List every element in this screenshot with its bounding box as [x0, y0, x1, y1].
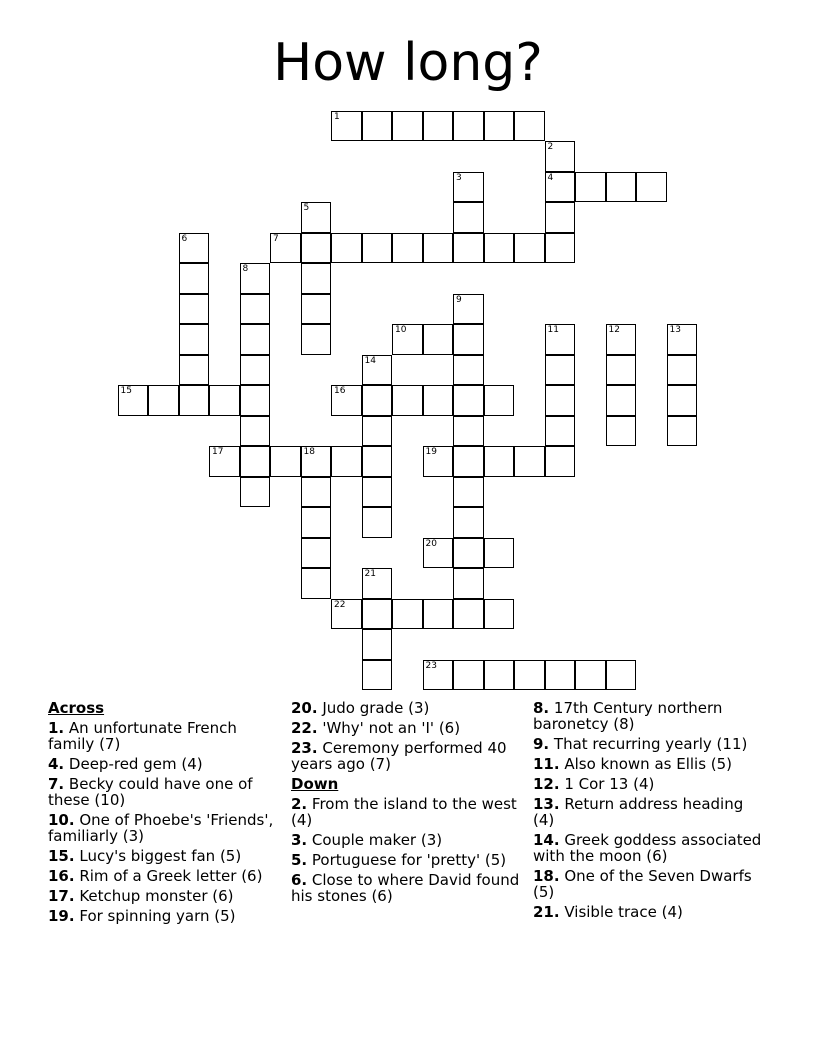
grid-cell[interactable]	[545, 416, 576, 447]
grid-cell[interactable]	[545, 202, 576, 233]
grid-cell[interactable]	[362, 416, 393, 447]
grid-cell[interactable]	[362, 507, 393, 538]
grid-cell[interactable]	[301, 538, 332, 569]
grid-cell[interactable]	[240, 385, 271, 416]
clue-text: For spinning yarn (5)	[74, 907, 236, 925]
grid-cell[interactable]	[453, 568, 484, 599]
clue-number: 1	[334, 111, 340, 122]
grid-cell[interactable]	[301, 263, 332, 294]
clue-number-label: 23.	[291, 739, 318, 757]
grid-cell[interactable]	[362, 660, 393, 691]
clue-number: 14	[364, 355, 376, 366]
grid-cell[interactable]	[453, 355, 484, 386]
clue-number-label: 8.	[533, 699, 550, 717]
grid-cell[interactable]	[575, 172, 606, 203]
grid-cell[interactable]	[179, 355, 210, 386]
down-clue	[291, 832, 526, 848]
clue-number-label: 16.	[48, 867, 75, 885]
clue-number: 17	[212, 447, 224, 457]
across-clue	[48, 848, 283, 864]
clue-number-label: 4.	[48, 755, 65, 773]
grid-cell[interactable]	[392, 324, 423, 355]
grid-cell[interactable]	[362, 599, 393, 630]
grid-cell[interactable]	[423, 324, 454, 355]
grid-cell[interactable]	[606, 385, 637, 416]
across-heading: Across	[48, 699, 105, 717]
clue-number: 22	[334, 599, 346, 610]
across-clue	[48, 908, 283, 924]
grid-cell[interactable]	[484, 111, 515, 142]
clue-number: 20	[425, 538, 437, 549]
clue-column-1	[48, 700, 283, 928]
grid-cell[interactable]	[392, 233, 423, 264]
grid-cell[interactable]	[423, 111, 454, 142]
grid-cell[interactable]	[606, 355, 637, 386]
grid-cell[interactable]	[545, 172, 576, 203]
grid-cell[interactable]	[179, 233, 210, 264]
grid-cell[interactable]	[545, 141, 576, 172]
clue-number-label: 13.	[533, 795, 560, 813]
grid-cell[interactable]	[301, 568, 332, 599]
across-clue	[291, 720, 526, 736]
grid-cell[interactable]	[453, 660, 484, 691]
clue-text: Deep-red gem (4)	[64, 755, 203, 773]
clue-column-3	[533, 700, 768, 924]
grid-cell[interactable]	[240, 263, 271, 294]
grid-cell[interactable]	[240, 477, 271, 508]
clue-text: Judo grade (3)	[317, 699, 430, 717]
grid-cell[interactable]	[362, 385, 393, 416]
grid-cell[interactable]	[331, 385, 362, 416]
grid-cell[interactable]	[362, 111, 393, 142]
grid-cell[interactable]	[240, 355, 271, 386]
grid-cell[interactable]	[331, 599, 362, 630]
clue-text: Ketchup monster (6)	[74, 887, 234, 905]
grid-cell[interactable]	[362, 568, 393, 599]
grid-cell[interactable]	[148, 385, 179, 416]
grid-cell[interactable]	[392, 385, 423, 416]
grid-cell[interactable]	[453, 233, 484, 264]
clue-text: 1 Cor 13 (4)	[559, 775, 655, 793]
grid-cell[interactable]	[606, 172, 637, 203]
grid-cell[interactable]	[453, 111, 484, 142]
grid-cell[interactable]	[514, 111, 545, 142]
clue-text: From the island to the west (4)	[291, 795, 517, 829]
grid-cell[interactable]	[484, 660, 515, 691]
grid-cell[interactable]	[453, 172, 484, 203]
grid-cell[interactable]	[606, 660, 637, 691]
clue-text: Greek goddess associated with the moon (6)	[533, 831, 762, 865]
grid-cell[interactable]	[362, 355, 393, 386]
clue-number-label: 7.	[48, 775, 65, 793]
grid-cell[interactable]	[301, 477, 332, 508]
down-clue	[533, 832, 768, 864]
grid-cell[interactable]	[545, 446, 576, 477]
clue-number: 9	[456, 294, 462, 305]
clue-number: 16	[334, 386, 346, 396]
grid-cell[interactable]	[362, 233, 393, 264]
grid-cell[interactable]	[453, 416, 484, 447]
grid-cell[interactable]	[453, 538, 484, 569]
grid-cell[interactable]	[331, 233, 362, 264]
clue-number: 21	[364, 569, 376, 579]
grid-cell[interactable]	[453, 446, 484, 477]
clue-number: 12	[608, 325, 620, 335]
grid-cell[interactable]	[667, 385, 698, 416]
clue-number-label: 12.	[533, 775, 560, 793]
grid-cell[interactable]	[209, 385, 240, 416]
grid-cell[interactable]	[514, 660, 545, 691]
grid-cell[interactable]	[392, 111, 423, 142]
grid-cell[interactable]	[209, 446, 240, 477]
clue-number-label: 19.	[48, 907, 75, 925]
grid-cell[interactable]	[545, 233, 576, 264]
clue-text: One of the Seven Dwarfs (5)	[533, 867, 752, 901]
clue-number: 19	[425, 447, 437, 457]
clue-text: Couple maker (3)	[307, 831, 443, 849]
grid-cell[interactable]	[453, 294, 484, 325]
grid-cell[interactable]	[301, 233, 332, 264]
clue-number: 8	[242, 264, 249, 274]
grid-cell[interactable]	[484, 538, 515, 569]
grid-cell[interactable]	[270, 233, 301, 264]
clue-number-label: 17.	[48, 887, 75, 905]
down-clue	[533, 776, 768, 792]
clue-text: Visible trace (4)	[559, 903, 683, 921]
grid-cell[interactable]	[331, 111, 362, 142]
across-clue	[48, 720, 283, 752]
clue-number-label: 14.	[533, 831, 560, 849]
clue-number-label: 18.	[533, 867, 560, 885]
clue-number: 3	[456, 172, 462, 183]
clue-number: 6	[181, 233, 188, 244]
grid-cell[interactable]	[179, 294, 210, 325]
grid-cell[interactable]	[240, 446, 271, 477]
clue-text: Becky could have one of these (10)	[48, 775, 253, 809]
grid-cell[interactable]	[575, 660, 606, 691]
across-clue	[48, 868, 283, 884]
down-clue	[533, 736, 768, 752]
grid-cell[interactable]	[118, 385, 149, 416]
down-heading: Down	[291, 775, 339, 793]
clue-text: Ceremony performed 40 years ago (7)	[291, 739, 507, 773]
down-clue	[533, 700, 768, 732]
clue-text: One of Phoebe's 'Friends', familiarly (3)	[48, 811, 274, 845]
down-clue	[291, 852, 526, 868]
grid-cell[interactable]	[484, 599, 515, 630]
clue-text: Lucy's biggest fan (5)	[74, 847, 242, 865]
grid-cell[interactable]	[362, 446, 393, 477]
grid-cell[interactable]	[270, 446, 301, 477]
across-clue	[291, 700, 526, 716]
grid-cell[interactable]	[606, 324, 637, 355]
clue-number-label: 21.	[533, 903, 560, 921]
grid-cell[interactable]	[423, 599, 454, 630]
grid-cell[interactable]	[545, 324, 576, 355]
down-clue	[533, 868, 768, 900]
clue-column-2	[291, 700, 526, 908]
clue-text: Rim of a Greek letter (6)	[74, 867, 263, 885]
clue-number-label: 22.	[291, 719, 318, 737]
grid-cell[interactable]	[240, 416, 271, 447]
grid-cell[interactable]	[331, 446, 362, 477]
down-clue	[291, 796, 526, 828]
grid-cell[interactable]	[423, 385, 454, 416]
grid-cell[interactable]	[301, 202, 332, 233]
clue-number-label: 20.	[291, 699, 318, 717]
grid-cell[interactable]	[453, 324, 484, 355]
clue-number: 15	[120, 386, 132, 396]
across-clue	[48, 888, 283, 904]
clue-number: 2	[547, 142, 554, 152]
grid-cell[interactable]	[362, 629, 393, 660]
down-clue	[533, 796, 768, 828]
grid-cell[interactable]	[636, 172, 667, 203]
clue-number-label: 2.	[291, 795, 308, 813]
grid-cell[interactable]	[545, 660, 576, 691]
grid-cell[interactable]	[453, 385, 484, 416]
grid-cell[interactable]	[453, 477, 484, 508]
clue-number: 7	[273, 233, 279, 244]
grid-cell[interactable]	[453, 599, 484, 630]
across-clue	[48, 776, 283, 808]
grid-cell[interactable]	[240, 324, 271, 355]
across-clue	[48, 812, 283, 844]
clue-number: 18	[303, 447, 315, 457]
grid-cell[interactable]	[179, 385, 210, 416]
grid-cell[interactable]	[453, 507, 484, 538]
grid-cell[interactable]	[484, 446, 515, 477]
grid-cell[interactable]	[301, 507, 332, 538]
clue-text: Return address heading (4)	[533, 795, 744, 829]
clue-number-label: 15.	[48, 847, 75, 865]
grid-cell[interactable]	[453, 202, 484, 233]
clue-number-label: 9.	[533, 735, 550, 753]
clue-number: 11	[547, 325, 559, 335]
grid-cell[interactable]	[667, 324, 698, 355]
grid-cell[interactable]	[301, 294, 332, 325]
down-clue	[533, 904, 768, 920]
grid-cell[interactable]	[423, 538, 454, 569]
clue-text: That recurring yearly (11)	[549, 735, 748, 753]
grid-cell[interactable]	[423, 446, 454, 477]
grid-cell[interactable]	[301, 324, 332, 355]
clue-number-label: 1.	[48, 719, 65, 737]
grid-cell[interactable]	[362, 477, 393, 508]
grid-cell[interactable]	[667, 355, 698, 386]
grid-cell[interactable]	[667, 416, 698, 447]
clue-number-label: 6.	[291, 871, 308, 889]
clue-text: 17th Century northern baronetcy (8)	[533, 699, 723, 733]
down-clue	[291, 872, 526, 904]
clue-number-label: 11.	[533, 755, 560, 773]
grid-cell[interactable]	[606, 416, 637, 447]
clue-text: Portuguese for 'pretty' (5)	[307, 851, 507, 869]
down-clue	[533, 756, 768, 772]
across-clue	[291, 740, 526, 772]
grid-cell[interactable]	[545, 355, 576, 386]
clue-number: 13	[669, 325, 681, 335]
clue-text: 'Why' not an 'I' (6)	[317, 719, 461, 737]
clue-text: Also known as Ellis (5)	[559, 755, 733, 773]
clue-text: Close to where David found his stones (6)	[291, 871, 520, 905]
grid-cell[interactable]	[240, 294, 271, 325]
grid-cell[interactable]	[484, 233, 515, 264]
grid-cell[interactable]	[179, 263, 210, 294]
grid-cell[interactable]	[545, 385, 576, 416]
clue-number-label: 10.	[48, 811, 75, 829]
across-clue	[48, 756, 283, 772]
puzzle-title: How long?	[273, 33, 543, 93]
grid-cell[interactable]	[423, 660, 454, 691]
clue-number-label: 3.	[291, 831, 308, 849]
grid-cell[interactable]	[484, 385, 515, 416]
grid-cell[interactable]	[179, 324, 210, 355]
clue-number-label: 5.	[291, 851, 308, 869]
grid-cell[interactable]	[301, 446, 332, 477]
grid-cell[interactable]	[514, 446, 545, 477]
clue-number: 5	[303, 203, 310, 213]
clue-text: An unfortunate French family (7)	[48, 719, 237, 753]
grid-cell[interactable]	[392, 599, 423, 630]
grid-cell[interactable]	[423, 233, 454, 264]
clue-number: 23	[425, 660, 437, 671]
grid-cell[interactable]	[514, 233, 545, 264]
clue-number: 10	[395, 325, 407, 335]
clue-number: 4	[547, 172, 554, 183]
